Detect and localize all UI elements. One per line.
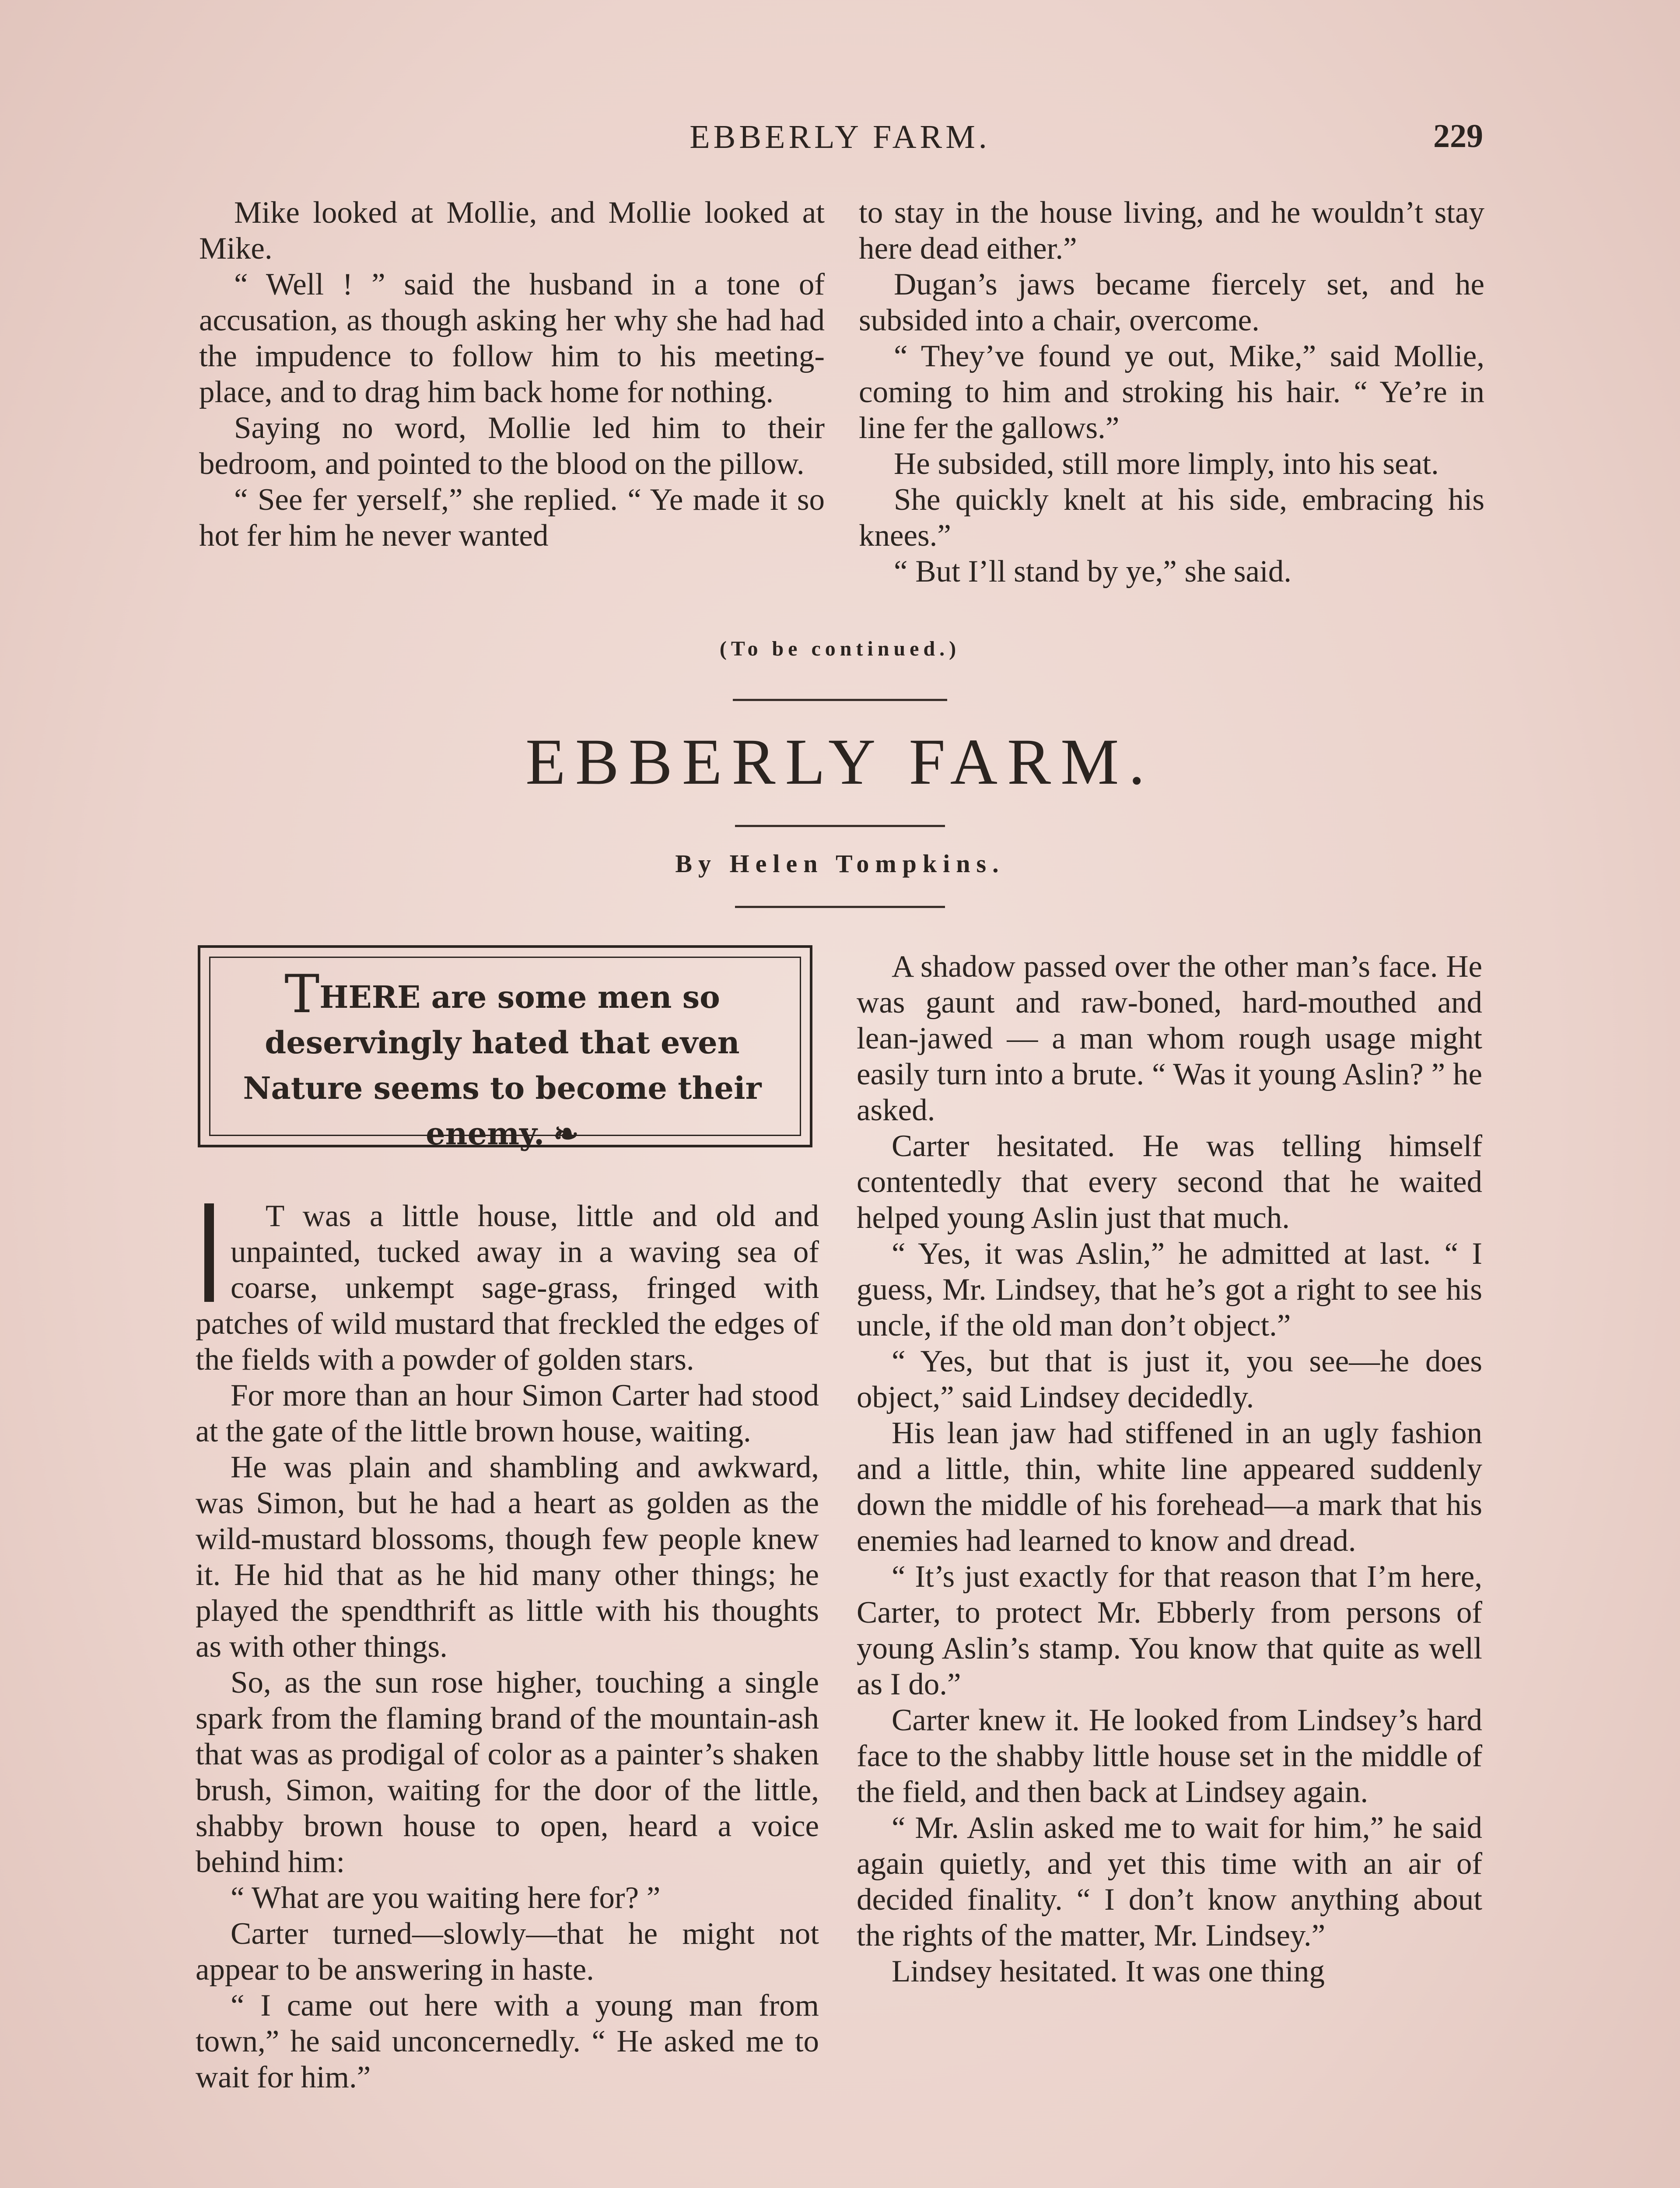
paragraph: Carter knew it. He looked from Lindsey’s hard face to the shabby little house set in the middle of the field, and then back at Lindsey again. [857,1703,1482,1809]
to-be-continued-note: (To be continued.) [719,637,961,660]
paragraph: He subsided, still more limply, into his seat. [894,447,1439,481]
previous-installment-right-column [859,195,1484,589]
running-title: EBBERLY FARM. [690,119,990,155]
story-left-column [196,1198,819,2095]
paragraph: “ It’s just exactly for that reason that I’m here, Carter, to protect Mr. Ebberly from persons of young Aslin’s stamp. You know that quite as well as I do.” [857,1560,1482,1701]
paragraph: T was a little house, little and old and unpainted, tucked away in a waving sea of coarse, unkempt sage-grass, fringed with patches of wild mustard that freckled the edges of the fields with a powder of golden stars. [196,1199,819,1377]
paragraph: A shadow passed over the other man’s face. He was gaunt and raw-boned, hard-mouthed and lean-jawed — a man whom rough usage might easily turn into a brute. “ Was it young Aslin? ” he asked. [857,950,1482,1127]
story-title: EBBERLY FARM. [525,726,1155,798]
paragraph: “ Well ! ” said the husband in a tone of accusation, as though asking her why she had had the impudence to follow him to his meeting-place, and to drag him back home for nothing. [199,267,825,409]
paragraph: Carter turned—slowly—that he might not appear to be answering in haste. [196,1917,819,1987]
paragraph: Dugan’s jaws became fiercely set, and he subsided into a chair, overcome. [859,267,1484,337]
paragraph: “ Yes, it was Aslin,” he admitted at last. “ I guess, Mr. Lindsey, that he’s got a right to see his uncle, if the old man don’t object.” [857,1237,1482,1343]
story-right-column [857,949,1482,1989]
paragraph: His lean jaw had stiffened in an ugly fashion and a little, thin, white line appeared suddenly down the middle of his forehead—a mark that his enemies had learned to know and dread. [857,1416,1482,1558]
paragraph: to stay in the house living, and he wouldn’t stay here dead either.” [859,196,1484,266]
pull-quote-box [198,945,812,1152]
previous-installment-left-column [199,195,825,554]
paragraph: “ See fer yerself,” she replied. “ Ye made it so hot fer him he never wanted [199,483,825,553]
pull-quote-text [227,964,778,1157]
leaf-ornament-icon: ❧ [553,1115,579,1152]
pull-quote-body: HERE are some men so deservingly hated that even Nature seems to become their enemy. [243,979,762,1152]
paragraph: Carter hesitated. He was telling himself contentedly that every second that he waited helped young Aslin just that much. [857,1129,1482,1235]
pull-quote-initial: T [284,964,320,1025]
paragraph: Lindsey hesitated. It was one thing [892,1954,1325,1988]
paragraph: Saying no word, Mollie led him to their bedroom, and pointed to the blood on the pillow. [199,411,825,481]
paragraph: “ What are you waiting here for? ” [231,1881,661,1915]
drop-cap-initial [204,1203,214,1302]
byline: By Helen Tompkins. [675,849,1005,878]
paragraph: She quickly knelt at his side, embracing his knees.” [859,483,1484,553]
paragraph: “ I came out here with a young man from town,” he said unconcernedly. “ He asked me to wait for him.” [196,1988,819,2094]
paragraph: He was plain and shambling and awkward, was Simon, but he had a heart as golden as the wild-mustard blossoms, though few people knew it. He hid that as he hid many other things; he played the spendthrift as little with his thoughts as with other things. [196,1450,819,1664]
paragraph: “ But I’ll stand by ye,” she said. [894,554,1292,589]
divider-rule [735,906,945,908]
paragraph: Mike looked at Mollie, and Mollie looked at Mike. [199,196,825,266]
paragraph: So, as the sun rose higher, touching a single spark from the flaming brand of the mountain-ash that was as prodigal of color as a painter’s shaken brush, Simon, waiting for the door of the little, shabby brown house to open, heard a voice behind him: [196,1666,819,1879]
divider-rule [733,699,947,701]
paragraph: “ They’ve found ye out, Mike,” said Mollie, coming to him and stroking his hair. “ Ye’re in line fer the gallows.” [859,339,1484,445]
paragraph: “ Mr. Aslin asked me to wait for him,” he said again quietly, and yet this time with an air of decided finality. “ I don’t know anything about the rights of the matter, Mr. Lindsey.” [857,1811,1482,1953]
page-number: 229 [1433,118,1483,154]
paragraph: “ Yes, but that is just it, you see—he does object,” said Lindsey decidedly. [857,1344,1482,1414]
paragraph: For more than an hour Simon Carter had stood at the gate of the little brown house, waiting. [196,1378,819,1448]
divider-rule [735,825,945,827]
